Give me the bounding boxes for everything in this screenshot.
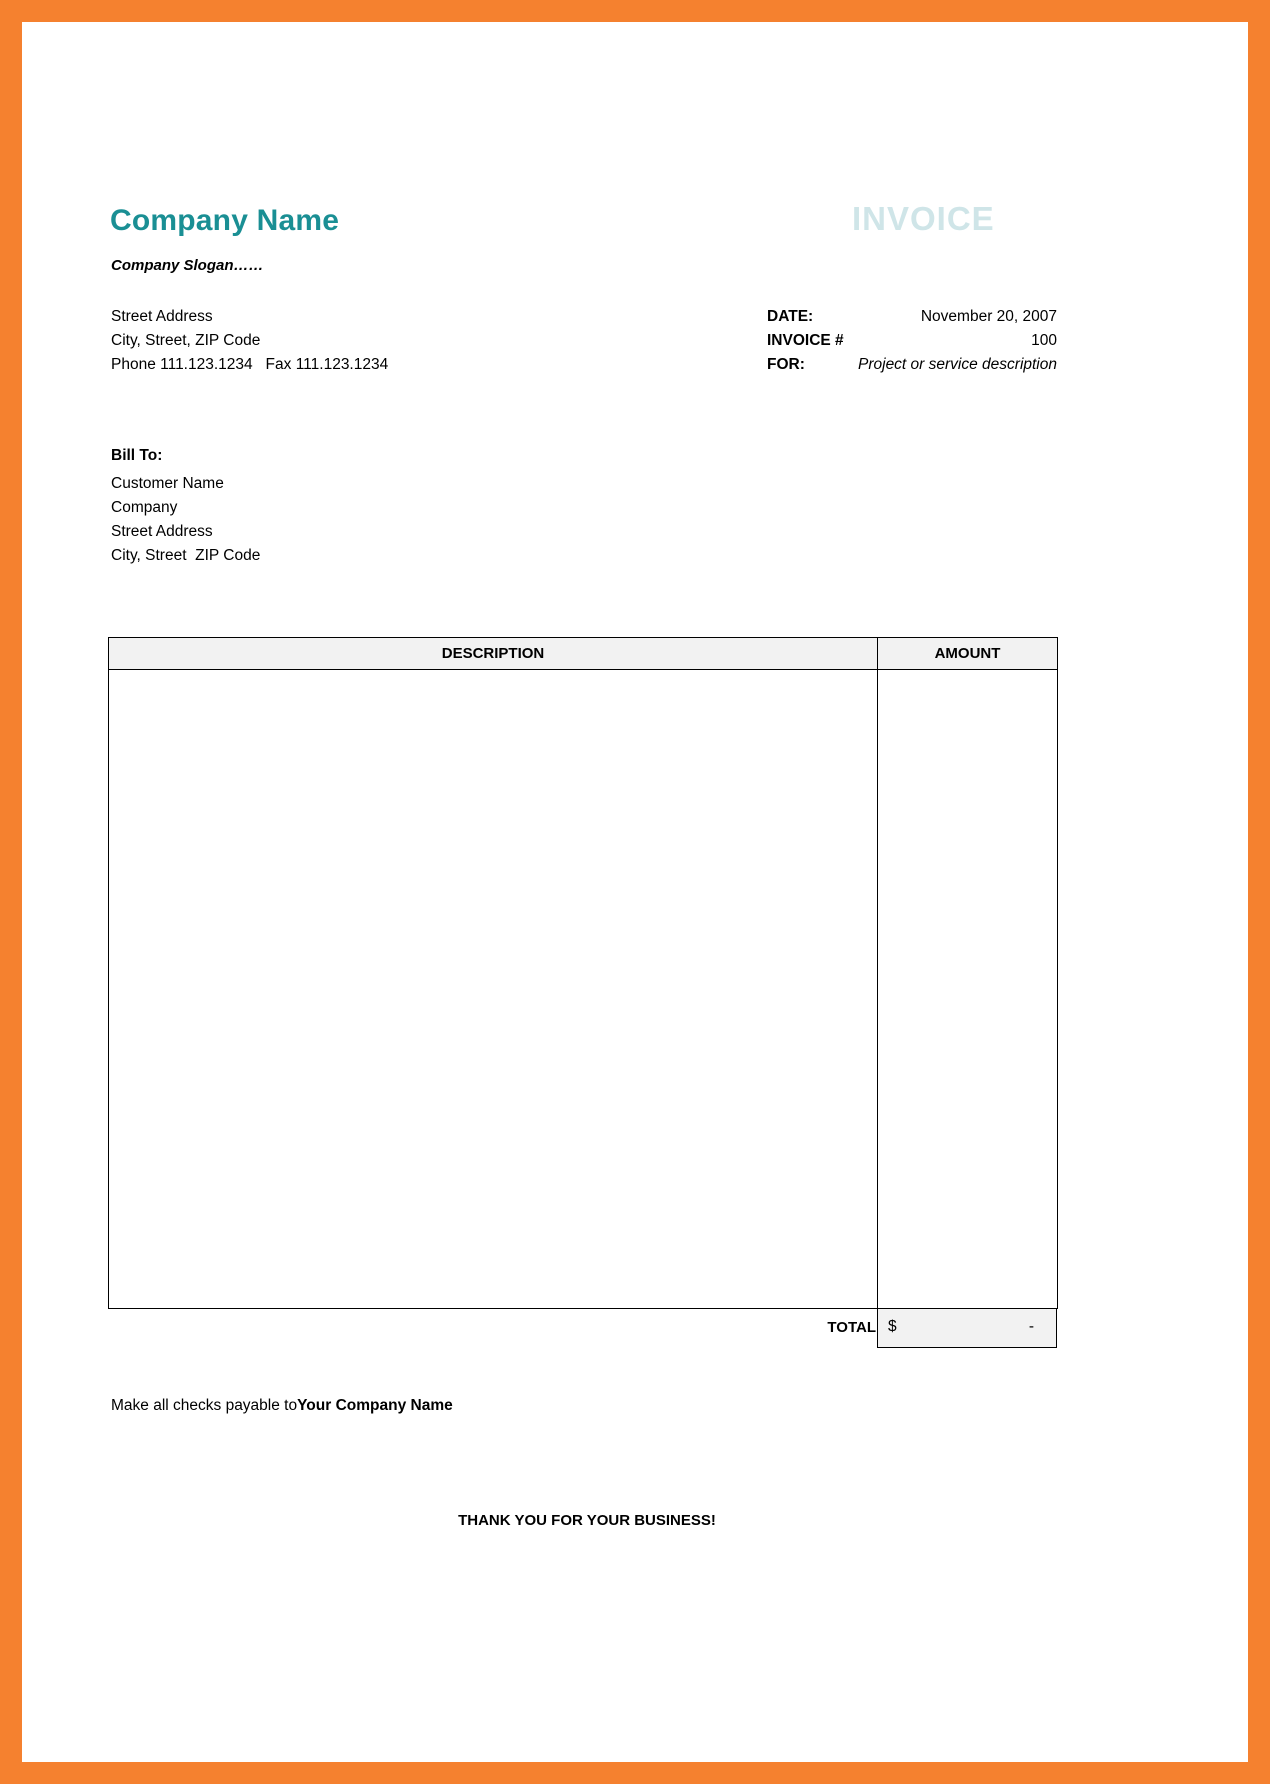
invoice-meta bbox=[767, 305, 1057, 401]
invoice-meta-for-row bbox=[767, 353, 1057, 401]
invoice-sheet bbox=[22, 22, 1248, 1762]
total-row bbox=[108, 1309, 1058, 1349]
company-address-line-2: City, Street, ZIP Code bbox=[111, 332, 261, 349]
bill-to-title: Bill To: bbox=[111, 447, 163, 464]
total-box bbox=[877, 1309, 1057, 1348]
company-slogan: Company Slogan…… bbox=[111, 257, 264, 274]
date-label: DATE: bbox=[767, 308, 814, 325]
company-address-line-3: Phone 111.123.1234 Fax 111.123.1234 bbox=[111, 356, 389, 373]
company-address bbox=[111, 305, 388, 377]
total-value: - bbox=[1028, 1318, 1034, 1335]
bill-to-line-1: Customer Name bbox=[111, 475, 224, 492]
total-currency-symbol: $ bbox=[888, 1318, 897, 1335]
payable-note bbox=[111, 1397, 453, 1415]
invoice-number-label: INVOICE # bbox=[767, 332, 844, 349]
for-label: FOR: bbox=[767, 356, 805, 373]
company-address-line-1: Street Address bbox=[111, 308, 213, 325]
invoice-meta-date-row bbox=[767, 305, 1057, 329]
total-label: TOTAL bbox=[827, 1319, 876, 1336]
invoice-title: INVOICE bbox=[852, 200, 995, 237]
payable-note-text: Make all checks payable to bbox=[111, 1397, 298, 1414]
column-header-description: DESCRIPTION bbox=[109, 638, 878, 669]
date-value: November 20, 2007 bbox=[920, 308, 1057, 325]
amount-cell-area[interactable] bbox=[878, 670, 1057, 1308]
company-name: Company Name bbox=[110, 204, 340, 237]
table-header-row bbox=[108, 637, 1058, 670]
bill-to-line-2: Company bbox=[111, 499, 178, 516]
payable-company-name: Your Company Name bbox=[297, 1397, 453, 1414]
invoice-number-value: 100 bbox=[1031, 332, 1057, 349]
bill-to-line-4: City, Street ZIP Code bbox=[111, 547, 261, 564]
line-items-table bbox=[108, 637, 1058, 1349]
table-body bbox=[108, 670, 1058, 1309]
bill-to-address bbox=[111, 472, 260, 568]
description-cell-area[interactable] bbox=[109, 670, 878, 1308]
column-header-amount: AMOUNT bbox=[934, 645, 1001, 662]
invoice-page bbox=[22, 22, 1248, 1762]
invoice-meta-number-row bbox=[767, 329, 1057, 353]
bill-to-line-3: Street Address bbox=[111, 523, 213, 540]
for-value: Project or service description bbox=[858, 356, 1057, 373]
thank-you-note: THANK YOU FOR YOUR BUSINESS! bbox=[458, 1512, 716, 1529]
